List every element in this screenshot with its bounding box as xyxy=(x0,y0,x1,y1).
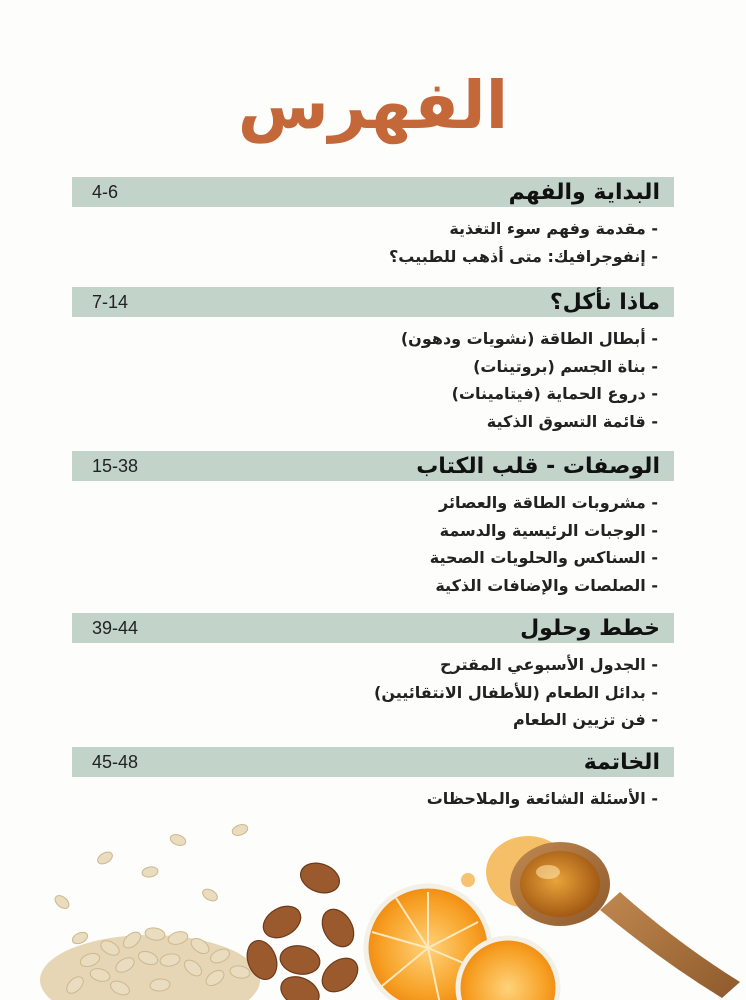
section-header[interactable] xyxy=(72,747,674,777)
list-item[interactable]: - دروع الحماية (فيتامينات) xyxy=(72,380,674,408)
oats-icon xyxy=(40,823,260,1000)
food-illustration xyxy=(0,810,746,1000)
list-item[interactable]: - مقدمة وفهم سوء التغذية xyxy=(72,215,674,243)
toc-section xyxy=(72,287,674,435)
list-item[interactable]: - الوجبات الرئيسية والدسمة xyxy=(72,517,674,545)
list-item[interactable]: - فن تزيين الطعام xyxy=(72,706,674,734)
section-header[interactable] xyxy=(72,613,674,643)
section-header[interactable] xyxy=(72,451,674,481)
almonds-icon xyxy=(242,858,364,1000)
section-title: البداية والفهم xyxy=(508,179,660,205)
section-page-range: 7-14 xyxy=(92,291,129,312)
section-page-range: 15-38 xyxy=(92,455,139,476)
list-item[interactable]: - بناة الجسم (بروتينات) xyxy=(72,353,674,381)
list-item[interactable]: - أبطال الطاقة (نشويات ودهون) xyxy=(72,325,674,353)
oats-almonds-orange-honey-image xyxy=(0,810,746,1000)
section-title: الخاتمة xyxy=(583,749,660,775)
page-title: الفهرس xyxy=(237,67,509,144)
list-item[interactable]: - الصلصات والإضافات الذكية xyxy=(72,572,674,600)
section-page-range: 4-6 xyxy=(92,181,119,202)
section-title: خطط وحلول xyxy=(520,615,660,641)
list-item[interactable]: - الأسئلة الشائعة والملاحظات xyxy=(72,785,674,813)
toc-section xyxy=(72,177,674,270)
section-page-range: 39-44 xyxy=(92,617,139,638)
section-header[interactable] xyxy=(72,287,674,317)
list-item[interactable]: - بدائل الطعام (للأطفال الانتقائيين) xyxy=(72,679,674,707)
section-page-range: 45-48 xyxy=(92,751,139,772)
list-item[interactable]: - إنفوجرافيك: متى أذهب للطبيب؟ xyxy=(72,243,674,271)
list-item[interactable]: - الجدول الأسبوعي المقترح xyxy=(72,651,674,679)
toc-section xyxy=(72,613,674,734)
toc-section xyxy=(72,451,674,599)
list-item[interactable]: - قائمة التسوق الذكية xyxy=(72,408,674,436)
list-item[interactable]: - مشروبات الطاقة والعصائر xyxy=(72,489,674,517)
section-title: ماذا نأكل؟ xyxy=(549,289,660,315)
section-title: الوصفات - قلب الكتاب xyxy=(416,453,660,479)
list-item[interactable]: - السناكس والحلويات الصحية xyxy=(72,544,674,572)
toc-section xyxy=(72,747,674,813)
section-header[interactable] xyxy=(72,177,674,207)
